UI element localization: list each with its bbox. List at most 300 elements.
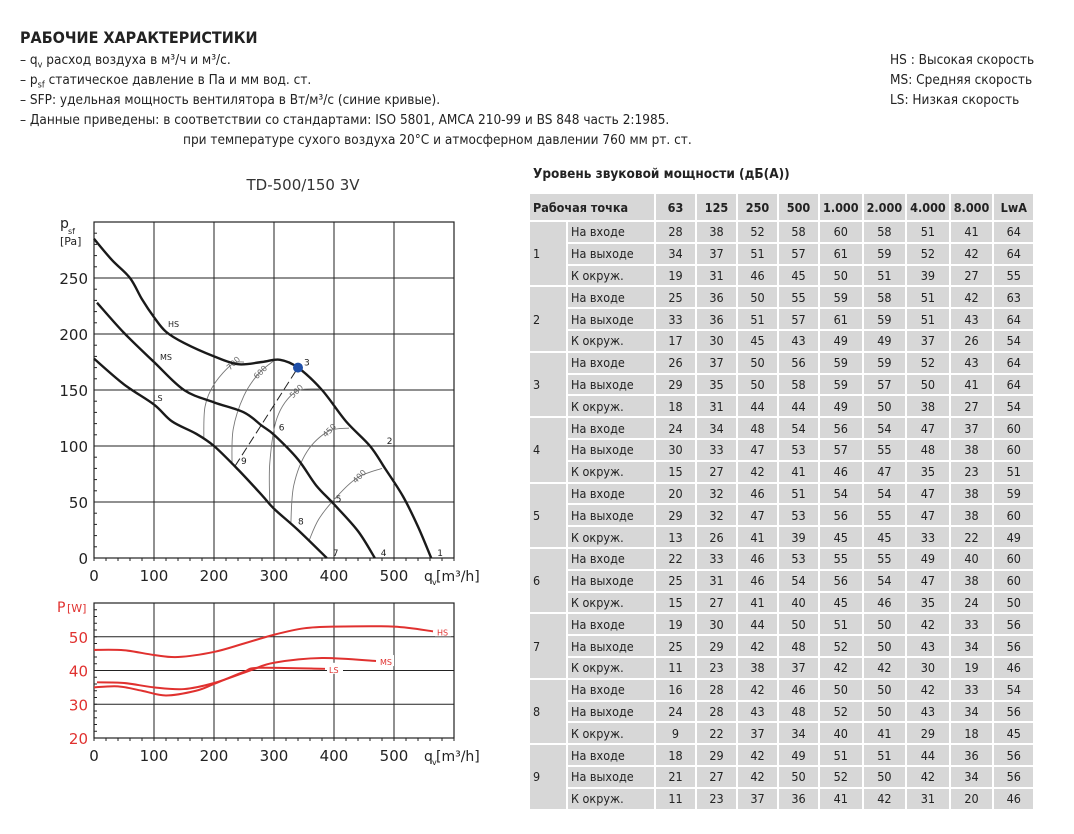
sound-value: 42 [864,789,906,809]
sound-value: 52 [820,636,862,656]
header-band: LwA [994,194,1033,220]
note-line: – Данные приведены: в соответствии со стандартами: ISO 5801, AMCA 210-99 и BS 848 часть 2:1985. [20,112,670,128]
table-row [530,287,1033,307]
row-label: На входе [568,549,654,569]
sound-value: 25 [656,571,695,591]
sound-value: 42 [738,680,777,700]
sound-value: 44 [738,614,777,634]
sound-value: 46 [738,484,777,504]
sound-value: 36 [951,745,993,765]
sound-value: 23 [951,462,993,482]
sound-value: 33 [656,309,695,329]
sound-value: 55 [994,266,1033,286]
row-label: К окруж. [568,658,654,678]
sound-value: 48 [907,440,949,460]
sound-value: 49 [907,549,949,569]
operating-point-id: 8 [530,680,566,743]
sound-value: 54 [994,680,1033,700]
sound-value: 33 [951,680,993,700]
row-label: На выходе [568,309,654,329]
table-row [530,702,1033,722]
sound-value: 42 [864,658,906,678]
sound-value: 22 [656,549,695,569]
operating-point-id: 7 [530,614,566,677]
sound-value: 33 [907,527,949,547]
sound-value: 59 [864,309,906,329]
sound-value: 59 [820,353,862,373]
x-axis-label-sub: v [432,578,437,587]
sound-value: 47 [907,571,949,591]
row-label: На выходе [568,244,654,264]
row-label: На входе [568,353,654,373]
sound-value: 18 [656,396,695,416]
sound-value: 47 [864,462,906,482]
x-axis-label: q [424,569,433,585]
sound-value: 25 [656,287,695,307]
header-band: 1.000 [820,194,862,220]
row-label: К окруж. [568,266,654,286]
table-row [530,331,1033,351]
sound-value: 28 [697,680,736,700]
sound-value: 60 [994,505,1033,525]
sound-value: 15 [656,462,695,482]
sound-value: 60 [994,549,1033,569]
sound-value: 49 [820,396,862,416]
y-axis-label: p [60,216,69,232]
sound-value: 59 [820,375,862,395]
table-row [530,266,1033,286]
row-label: На входе [568,680,654,700]
sound-value: 17 [656,331,695,351]
sound-value: 45 [994,723,1033,743]
sound-value: 38 [951,484,993,504]
header-band: 2.000 [864,194,906,220]
curve-label-ls: LS [153,394,163,403]
sound-value: 50 [738,375,777,395]
sound-value: 61 [820,309,862,329]
x-tick-label: 0 [89,567,99,585]
power-label-ms: MS [380,658,392,668]
sfp-curve [269,389,319,505]
sound-value: 45 [779,266,818,286]
sound-value: 27 [697,462,736,482]
sound-value: 42 [951,244,993,264]
sound-value: 49 [820,331,862,351]
sound-value: 42 [907,614,949,634]
speed-legend-hs: HS : Высокая скорость [890,52,1035,68]
sound-value: 24 [656,418,695,438]
table-row [530,396,1033,416]
sound-value: 29 [656,375,695,395]
sound-value: 37 [697,244,736,264]
sound-value: 50 [738,287,777,307]
operating-point-label: 4 [380,549,387,559]
note-line: – $p_{sf}$ статическое давление в Па и мм вод. ст. [20,72,312,91]
sound-value: 22 [697,723,736,743]
sound-value: 54 [994,396,1033,416]
sound-value: 46 [864,593,906,613]
operating-point-label: 6 [278,423,285,434]
y-tick-label: 50 [68,494,88,512]
row-label: К окруж. [568,723,654,743]
x-tick-label: 300 [259,747,289,765]
sound-value: 50 [864,396,906,416]
y-tick-label: 0 [78,550,88,568]
sound-value: 37 [738,723,777,743]
sound-value: 18 [656,745,695,765]
sound-value: 58 [864,287,906,307]
sound-value: 47 [738,505,777,525]
sound-value: 36 [779,789,818,809]
table-row [530,462,1033,482]
sound-value: 29 [697,745,736,765]
table-row [530,222,1033,242]
sound-value: 51 [864,266,906,286]
sound-value: 51 [738,244,777,264]
sound-value: 26 [656,353,695,373]
x-tick-label: 300 [259,567,289,585]
table-row [530,745,1033,765]
operating-point-id: 5 [530,484,566,547]
sound-value: 34 [697,418,736,438]
sound-value: 56 [994,702,1033,722]
sound-value: 52 [907,244,949,264]
sound-value: 58 [779,375,818,395]
y-axis-label: P [57,600,66,616]
sound-value: 29 [656,505,695,525]
operating-point-label: 8 [298,517,304,528]
sound-value: 50 [864,636,906,656]
x-axis-label-sub: v [432,758,437,767]
x-tick-label: 200 [199,567,229,585]
operating-point-id: 3 [530,353,566,416]
operating-point-id: 9 [530,745,566,808]
sound-value: 51 [907,287,949,307]
sound-value: 39 [779,527,818,547]
sound-value: 46 [738,266,777,286]
sound-value: 45 [864,527,906,547]
sound-value: 49 [779,745,818,765]
x-tick-label: 400 [319,747,349,765]
sound-value: 28 [697,702,736,722]
y-tick-label: 250 [59,270,88,288]
sound-value: 51 [779,484,818,504]
table-row [530,789,1033,809]
sound-value: 37 [738,789,777,809]
speed-legend-ms: MS: Средняя скорость [890,72,1033,88]
sfp-curve-label: 700 [224,354,243,373]
sound-value: 57 [820,440,862,460]
sound-value: 41 [951,375,993,395]
sound-value: 13 [656,527,695,547]
sound-value: 56 [820,505,862,525]
sound-value: 31 [907,789,949,809]
operating-point-id: 4 [530,418,566,481]
table-row [530,527,1033,547]
table-row [530,375,1033,395]
sound-value: 56 [994,614,1033,634]
y-tick-label: 200 [59,326,88,344]
sound-value: 31 [697,396,736,416]
sound-value: 25 [656,636,695,656]
sound-value: 15 [656,593,695,613]
sound-value: 54 [994,331,1033,351]
sound-value: 49 [864,331,906,351]
sound-value: 44 [907,745,949,765]
sfp-curve-label: 500 [287,382,306,401]
sound-value: 51 [994,462,1033,482]
table-row [530,418,1033,438]
sound-value: 48 [738,418,777,438]
row-label: На входе [568,745,654,765]
table-row [530,614,1033,634]
sound-value: 28 [656,222,695,242]
table-row [530,549,1033,569]
sound-value: 54 [779,571,818,591]
sound-value: 50 [779,767,818,787]
sound-value: 59 [820,287,862,307]
sound-value: 33 [697,440,736,460]
table-row [530,571,1033,591]
sound-value: 43 [779,331,818,351]
sound-value: 41 [820,789,862,809]
sound-value: 40 [820,723,862,743]
sound-value: 46 [994,658,1033,678]
sound-value: 51 [820,745,862,765]
header-band: 250 [738,194,777,220]
header-band: 8.000 [951,194,993,220]
header-band: 63 [656,194,695,220]
note-line: – $q_v$ расход воздуха в м³/ч и м³/с. [20,52,231,71]
row-label: На выходе [568,767,654,787]
sound-value: 9 [656,723,695,743]
y-tick-label: 150 [59,382,88,400]
header-operating-point: Рабочая точка [530,194,654,220]
sound-power-table [528,192,1035,811]
sound-value: 56 [820,571,862,591]
sound-value: 42 [951,287,993,307]
row-label: На входе [568,614,654,634]
sound-value: 41 [951,222,993,242]
sound-value: 33 [951,614,993,634]
operating-point-marker [293,363,303,373]
sound-value: 39 [907,266,949,286]
operating-point-label: 7 [332,549,339,559]
sound-value: 50 [820,680,862,700]
sound-value: 37 [779,658,818,678]
sound-value: 41 [738,527,777,547]
sound-value: 34 [779,723,818,743]
power-label-ls: LS [329,665,339,675]
table-row [530,440,1033,460]
table-row [530,244,1033,264]
sound-value: 38 [951,505,993,525]
sound-value: 21 [656,767,695,787]
row-label: На входе [568,287,654,307]
sound-value: 11 [656,789,695,809]
sound-value: 38 [738,658,777,678]
sound-value: 52 [738,222,777,242]
table-row [530,353,1033,373]
sound-value: 51 [907,222,949,242]
row-label: На выходе [568,375,654,395]
table-row [530,484,1033,504]
sound-value: 34 [951,636,993,656]
sound-value: 55 [864,505,906,525]
table-header-row [530,194,1033,220]
note-line: – SFP: удельная мощность вентилятора в Вт/м³/с (синие кривые). [20,92,441,108]
sound-value: 43 [951,353,993,373]
sound-value: 60 [820,222,862,242]
sound-value: 45 [820,593,862,613]
sound-value: 22 [951,527,993,547]
sound-value: 37 [907,331,949,351]
sound-value: 54 [864,484,906,504]
x-tick-label: 200 [199,747,229,765]
sound-value: 60 [994,418,1033,438]
sound-value: 50 [779,614,818,634]
sound-value: 41 [864,723,906,743]
row-label: К окруж. [568,527,654,547]
sound-value: 19 [656,614,695,634]
sound-value: 53 [779,440,818,460]
sound-value: 42 [738,636,777,656]
sound-value: 34 [656,244,695,264]
operating-point-id: 6 [530,549,566,612]
sound-value: 42 [738,462,777,482]
sound-value: 29 [697,636,736,656]
row-label: На входе [568,418,654,438]
sound-value: 51 [864,745,906,765]
sound-value: 41 [779,462,818,482]
y-tick-label: 20 [68,730,88,748]
table-row [530,767,1033,787]
row-label: На выходе [568,505,654,525]
sound-value: 55 [779,287,818,307]
sound-value: 50 [864,614,906,634]
sound-value: 24 [656,702,695,722]
sound-value: 52 [820,702,862,722]
sound-value: 30 [656,440,695,460]
operating-line [235,368,298,467]
sound-table-title: Уровень звуковой мощности (дБ(А)) [533,166,790,182]
row-label: К окруж. [568,396,654,416]
operating-point-label: 5 [335,495,342,506]
row-label: К окруж. [568,593,654,613]
table-row [530,505,1033,525]
operating-point-label: 9 [241,457,247,468]
sound-value: 55 [820,549,862,569]
sound-value: 50 [738,353,777,373]
y-axis-label-sub: sf [68,227,75,236]
curve-label-hs: HS [168,320,180,329]
sfp-curve-label: 400 [350,467,369,486]
sound-value: 34 [951,702,993,722]
chart-title: TD-500/150 3V [246,176,360,194]
sound-value: 27 [697,767,736,787]
x-tick-label: 400 [319,567,349,585]
operating-point-label: 1 [437,549,443,559]
sound-value: 44 [738,396,777,416]
y-tick-label: 40 [68,662,88,681]
x-axis-label: q [424,749,433,765]
sound-value: 26 [951,331,993,351]
header-band: 125 [697,194,736,220]
sound-value: 59 [864,353,906,373]
sound-value: 30 [697,614,736,634]
y-axis-unit: [Pa] [60,235,82,248]
speed-legend-ls: LS: Низкая скорость [890,92,1020,108]
sound-value: 20 [656,484,695,504]
x-axis-unit: [m³/h] [436,749,480,765]
y-tick-label: 30 [68,696,88,715]
row-label: На входе [568,484,654,504]
x-tick-label: 0 [89,747,99,765]
x-tick-label: 500 [379,747,409,765]
sound-value: 50 [820,266,862,286]
sfp-curve-label: 450 [320,422,339,440]
operating-point-label: 2 [386,437,393,447]
sound-value: 49 [994,527,1033,547]
row-label: К окруж. [568,462,654,482]
operating-point-id: 2 [530,287,566,350]
note-continuation: при температуре сухого воздуха 20°C и атмосферном давлении 760 мм рт. ст. [183,132,692,148]
power-curve-ls [94,668,325,696]
sound-value: 45 [820,527,862,547]
sound-value: 23 [697,658,736,678]
sound-value: 42 [907,767,949,787]
sound-value: 59 [994,484,1033,504]
x-tick-label: 100 [139,747,169,765]
sound-value: 27 [951,266,993,286]
sound-value: 55 [864,549,906,569]
sound-value: 35 [907,593,949,613]
sound-value: 51 [738,309,777,329]
sound-value: 60 [994,440,1033,460]
sound-value: 18 [951,723,993,743]
sound-value: 50 [864,680,906,700]
sound-value: 54 [864,418,906,438]
sound-value: 41 [738,593,777,613]
y-axis-unit: [W] [67,602,87,615]
sound-value: 58 [864,222,906,242]
sound-value: 37 [697,353,736,373]
sound-value: 46 [994,789,1033,809]
sound-value: 61 [820,244,862,264]
sound-value: 52 [820,767,862,787]
sound-value: 26 [697,527,736,547]
sound-value: 37 [951,418,993,438]
sound-value: 47 [907,484,949,504]
sound-value: 43 [951,309,993,329]
table-row [530,309,1033,329]
sound-value: 43 [907,636,949,656]
sound-value: 64 [994,244,1033,264]
row-label: На выходе [568,571,654,591]
curve-label-ms: MS [160,353,172,362]
row-label: К окруж. [568,789,654,809]
sound-value: 48 [779,702,818,722]
row-label: На выходе [568,702,654,722]
sound-value: 38 [951,440,993,460]
sound-value: 42 [907,680,949,700]
sound-value: 63 [994,287,1033,307]
sound-value: 54 [820,484,862,504]
sound-value: 50 [907,375,949,395]
page-title: РАБОЧИЕ ХАРАКТЕРИСТИКИ [20,28,258,47]
sound-value: 50 [864,702,906,722]
sound-value: 51 [907,309,949,329]
